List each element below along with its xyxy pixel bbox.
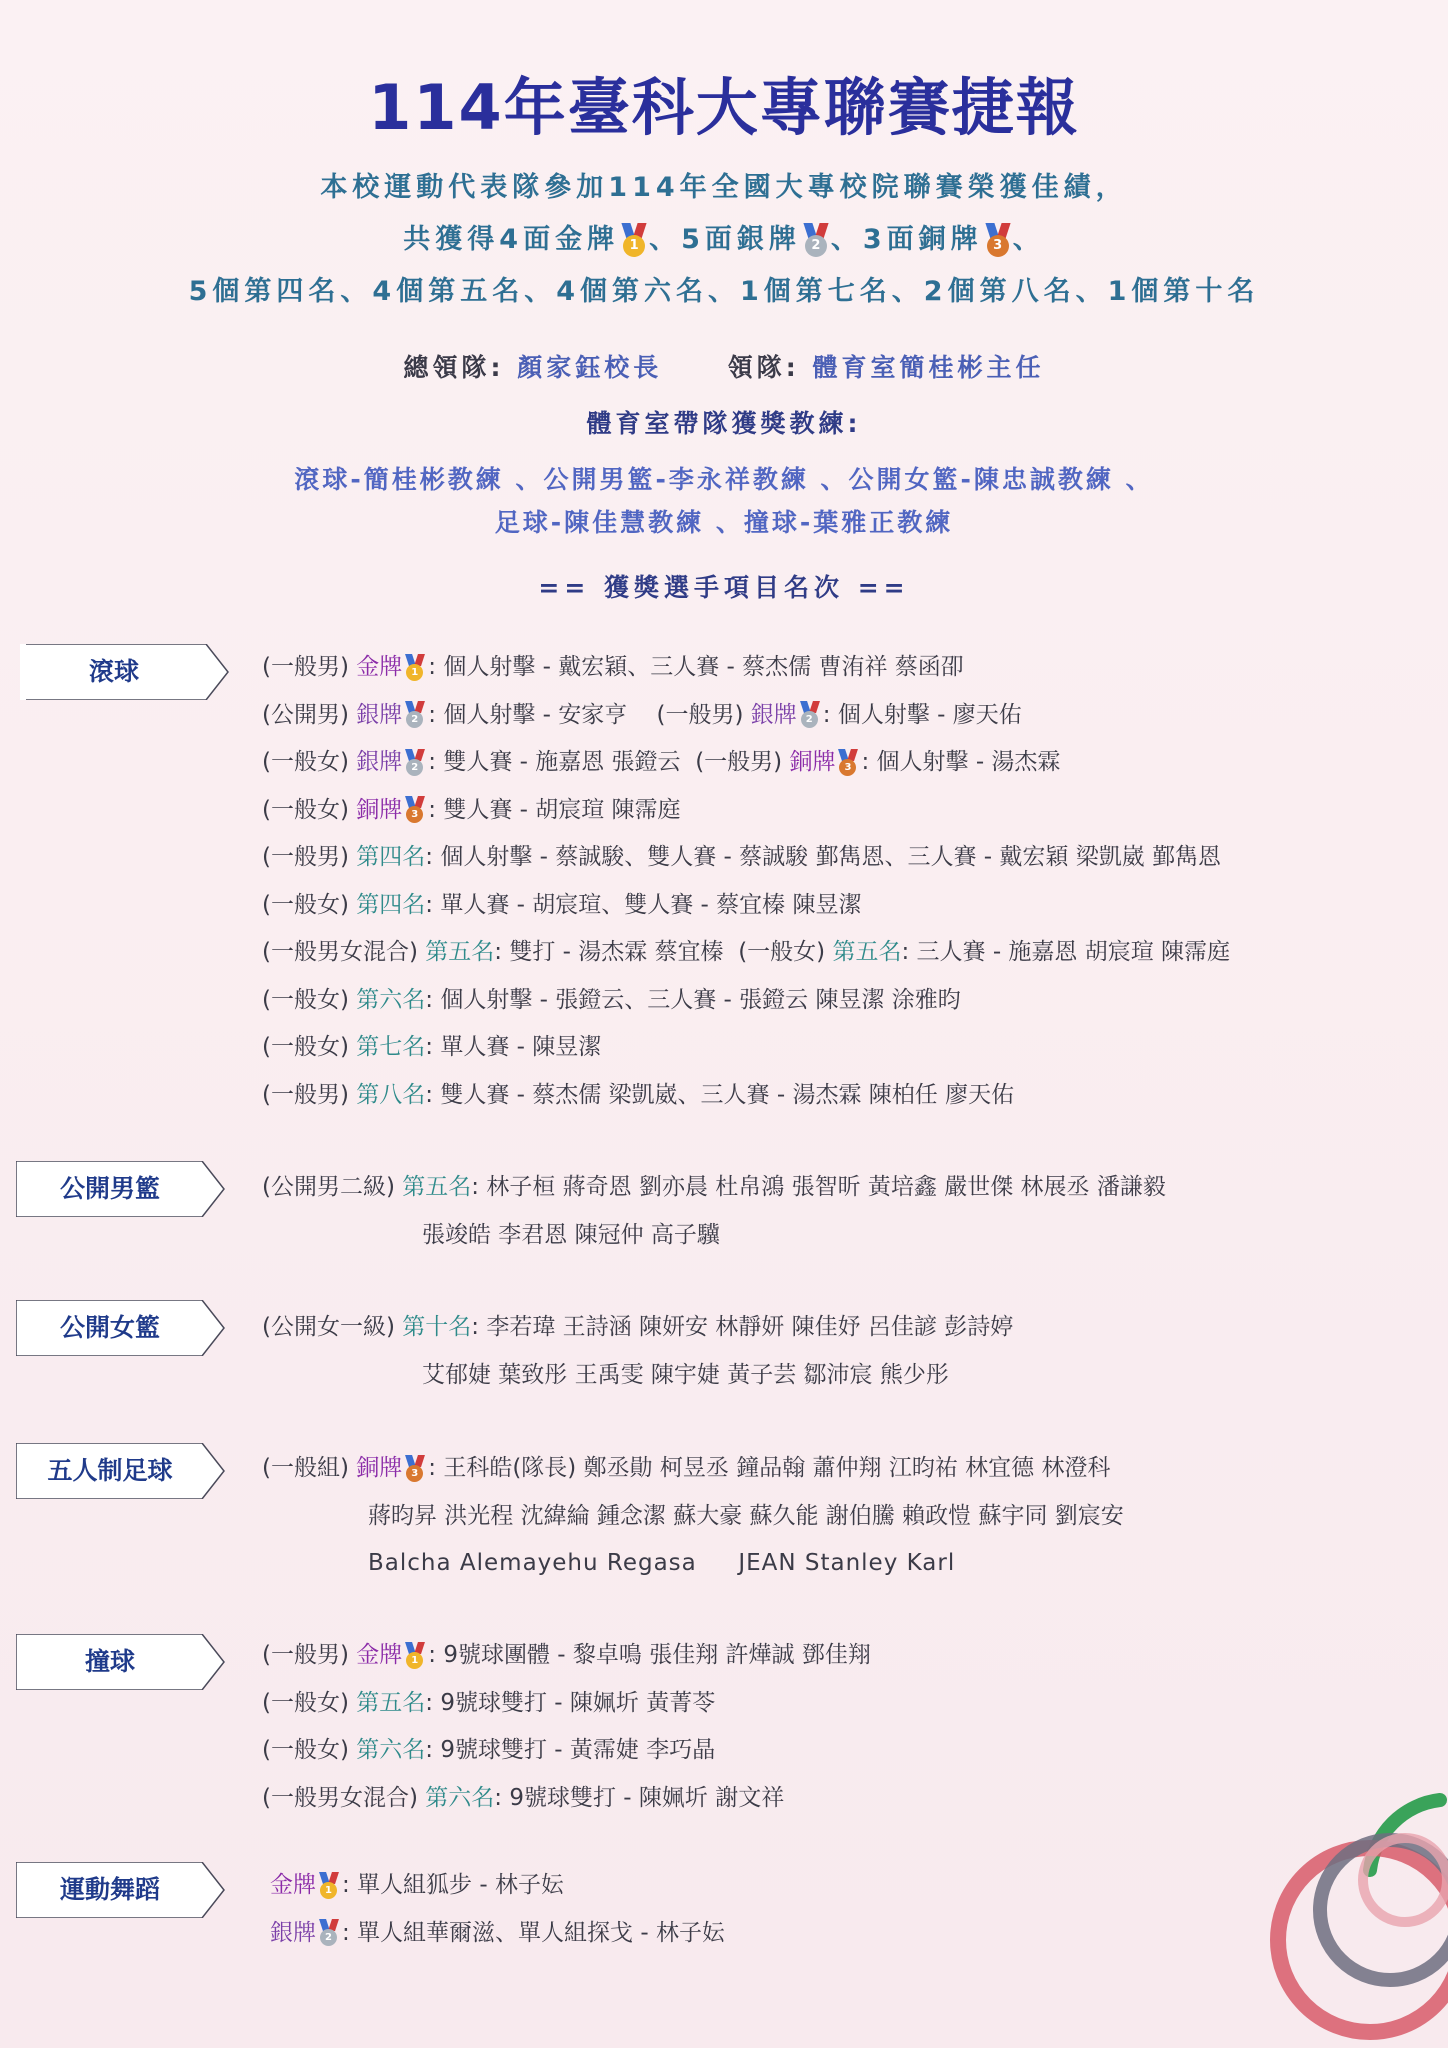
dance-results — [270, 1862, 725, 1957]
mens-basketball-results — [262, 1164, 1166, 1259]
bronze-medal-icon: 3 — [985, 223, 1011, 259]
silver-medal-icon: 2 — [318, 1919, 340, 1947]
bowls-results — [262, 644, 1230, 1119]
result-line: (一般女) 第五名: 9號球雙打 - 陳姵圻 黃菁苓 — [262, 1689, 716, 1716]
result-line: (一般男女混合) 第六名: 9號球雙打 - 陳姵圻 謝文祥 — [262, 1784, 785, 1811]
result-line: 銀牌 2 : 單人組華爾滋、單人組探戈 - 林子妘 — [270, 1919, 725, 1946]
silver-medal-icon: 2 — [404, 701, 426, 729]
tag-womens-basketball: 公開女籃 — [16, 1300, 226, 1356]
intro-line-1: 本校運動代表隊參加114年全國大專校院聯賽榮獲佳績， — [320, 172, 1128, 203]
gold-medal-icon: 1 — [404, 1642, 426, 1670]
tag-mens-basketball: 公開男籃 — [16, 1161, 226, 1217]
result-line: (一般女) 第七名: 單人賽 - 陳昱潔 — [262, 1034, 602, 1060]
silver-medal-icon: 2 — [404, 749, 426, 777]
coach-heading: 體育室帶隊獲獎教練: — [586, 409, 862, 438]
gold-medal-icon: 1 — [621, 223, 647, 259]
section-heading: == 獲獎選手項目名次 == — [538, 573, 910, 602]
result-line: (一般男) 金牌 1 : 個人射擊 - 戴宏穎、三人賽 - 蔡杰儒 曹洧祥 蔡函卲 — [262, 654, 964, 680]
bronze-medal-icon: 3 — [404, 1455, 426, 1483]
result-line: (一般組) 銅牌 3 : 王科皓(隊長) 鄭丞勛 柯昱丞 鐘品翰 蕭仲翔 江昀祐 林宜德 林澄科 — [262, 1455, 1111, 1481]
result-line-continued: 張竣皓 李君恩 陳冠仲 高子驥 — [422, 1221, 720, 1248]
silver-medal-icon: 2 — [799, 701, 821, 729]
bronze-medal-icon: 3 — [404, 796, 426, 824]
result-line: (一般男) 第四名: 個人射擊 - 蔡誠駿、雙人賽 - 蔡誠駿 鄞雋恩、三人賽 - 戴宏穎 梁凱崴 鄞雋恩 — [262, 844, 1222, 870]
result-line: (一般女) 銅牌 3 : 雙人賽 - 胡宸瑄 陳霈庭 — [262, 796, 681, 823]
result-line: (一般女) 第四名: 單人賽 - 胡宸瑄、雙人賽 - 蔡宜榛 陳昱潔 — [262, 891, 862, 918]
gold-medal-icon: 1 — [318, 1872, 340, 1900]
billiards-results — [262, 1632, 871, 1822]
intro-line-3: 5個第四名、4個第五名、4個第六名、1個第七名、2個第八名、1個第十名 — [188, 276, 1260, 307]
result-line-continued: 蔣昀昇 洪光程 沈緯綸 鍾念潔 蘇大豪 蘇久能 謝伯騰 賴政愷 蘇宇同 劉宸安 — [368, 1502, 1124, 1529]
decorative-rings-logo — [1240, 1760, 1448, 2048]
result-line: (一般男) 金牌 1 : 9號球團體 - 黎卓鳴 張佳翔 許燁誠 鄧佳翔 — [262, 1642, 871, 1668]
result-line-continued: 艾郁婕 葉致彤 王禹雯 陳宇婕 黃子芸 鄒沛宸 熊少彤 — [422, 1361, 949, 1388]
tag-futsal: 五人制足球 — [16, 1443, 226, 1499]
result-line: (公開女一級) 第十名: 李若瑋 王詩涵 陳妍安 林靜妍 陳佳妤 呂佳諺 彭詩婷 — [262, 1314, 1014, 1340]
result-line-continued: Balcha Alemayehu Regasa JEAN Stanley Karl — [368, 1550, 956, 1576]
result-line: (一般女) 銀牌 2 : 雙人賽 - 施嘉恩 張鐙云 (一般男) 銅牌 3 : 個人射擊 - 湯杰霖 — [262, 749, 1061, 775]
gold-medal-icon: 1 — [404, 654, 426, 682]
leaders-line: 總領隊: 顏家鈺校長 領隊: 體育室簡桂彬主任 — [403, 353, 1045, 382]
result-line: (公開男) 銀牌 2 : 個人射擊 - 安家亨 (一般男) 銀牌 2 : 個人射擊 - 廖天佑 — [262, 701, 1022, 728]
intro-block — [0, 162, 1448, 318]
bronze-medal-icon: 3 — [837, 749, 859, 777]
futsal-results — [262, 1445, 1124, 1588]
result-line: (一般女) 第六名: 個人射擊 - 張鐙云、三人賽 - 張鐙云 陳昱潔 涂雅昀 — [262, 986, 961, 1013]
page-title: 114年臺科大專聯賽捷報 — [368, 71, 1080, 144]
tag-dance-sport: 運動舞蹈 — [16, 1862, 226, 1918]
tag-bowls: 滾球 — [20, 644, 230, 700]
silver-medal-icon: 2 — [803, 223, 829, 259]
womens-basketball-results — [262, 1304, 1013, 1399]
result-line: (一般男女混合) 第五名: 雙打 - 湯杰霖 蔡宜榛 (一般女) 第五名: 三人賽 - 施嘉恩 胡宸瑄 陳霈庭 — [262, 939, 1231, 965]
tag-billiards: 撞球 — [16, 1634, 226, 1690]
intro-line-2: 共獲得4面金牌 1 、5面銀牌 2 、3面銅牌 3 、 — [0, 214, 1448, 266]
result-line: (公開男二級) 第五名: 林子桓 蔣奇恩 劉亦晨 杜帛鴻 張智昕 黃培鑫 嚴世傑 林展丞 潘謙毅 — [262, 1174, 1166, 1200]
result-line: 金牌 1 : 單人組狐步 - 林子妘 — [270, 1872, 564, 1898]
result-line: (一般男) 第八名: 雙人賽 - 蔡杰儒 梁凱崴、三人賽 - 湯杰霖 陳柏任 廖天佑 — [262, 1081, 1015, 1108]
result-line: (一般女) 第六名: 9號球雙打 - 黃霈婕 李巧晶 — [262, 1737, 716, 1763]
coaches-list: 滾球-簡桂彬教練 、公開男籃-李永祥教練 、公開女籃-陳忠誠教練 、 足球-陳佳慧教練 、撞球-葉雅正教練 — [294, 465, 1154, 537]
